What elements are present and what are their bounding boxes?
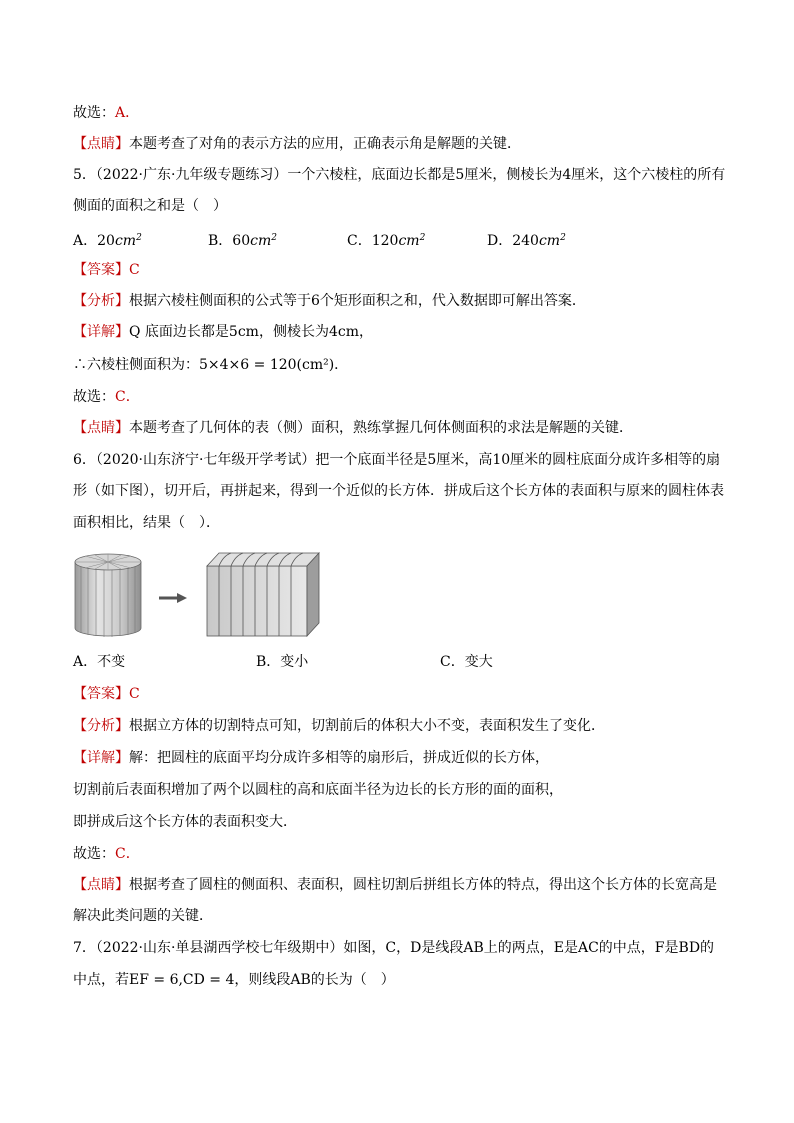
q5-analysis-line: 【分析】根据六棱柱侧面积的公式等于6个矩形面积之和，代入数据即可解出答案． [73, 293, 586, 309]
q7-stem-line1: 7．（2022·山东·单县湖西学校七年级期中）如图，C，D是线段AB上的两点，E是AC的中点，F是BD的 [73, 940, 715, 956]
cylinder-to-cuboid-figure [73, 548, 323, 643]
q5-comment-line: 【点睛】本题考查了几何体的表（侧）面积，熟练掌握几何体侧面积的求法是解题的关键． [73, 420, 633, 436]
q6-comment-line1: 【点睛】根据考查了圆柱的侧面积、表面积，圆柱切割后拼组长方体的特点，得出这个长方体的长宽高是 [73, 877, 717, 893]
q6-detail-line3: 即拼成后这个长方体的表面积变大． [73, 814, 297, 830]
cylinder-shape [75, 554, 141, 637]
q4-choose-line: 故选：A． [73, 105, 140, 121]
q6-option-a: A．不变 [73, 654, 126, 670]
q6-stem-line1: 6．（2020·山东济宁·七年级开学考试）把一个底面半径是5厘米，高10厘米的圆柱底面分成许多相等的扇 [73, 452, 721, 468]
q6-detail-line1: 【详解】解：把圆柱的底面平均分成许多相等的扇形后，拼成近似的长方体， [73, 750, 549, 766]
q6-stem-line2: 形（如下图），切开后，再拼起来，得到一个近似的长方体．拼成后这个长方体的表面积与原来的圆柱体表 [73, 483, 724, 499]
q4-comment-line: 【点睛】本题考查了对角的表示方法的应用，正确表示角是解题的关键． [73, 136, 521, 152]
q5-option-c: C．$120cm^2$ [347, 233, 426, 249]
arrow-icon [159, 593, 187, 603]
q6-option-b: B．变小 [256, 654, 309, 670]
q7-stem-line2: 中点，若EF = 6,CD = 4，则线段AB的长为（ ） [73, 972, 395, 988]
q6-detail-line2: 切割前后表面积增加了两个以圆柱的高和底面半径为边长的长方形的面的面积， [73, 782, 563, 798]
q5-option-a: A．$20cm^2$ [73, 233, 142, 249]
cuboid-shape [207, 553, 319, 636]
q6-comment-line2: 解决此类问题的关键． [73, 908, 213, 924]
q6-option-c: C．变大 [440, 654, 493, 670]
q5-stem-line2: 侧面的面积之和是（ ） [73, 198, 227, 214]
q5-option-d: D．$240cm^2$ [487, 233, 566, 249]
comment-tag: 【点睛】 [73, 136, 129, 152]
q6-analysis-line: 【分析】根据立方体的切割特点可知，切割前后的体积大小不变，表面积发生了变化． [73, 718, 605, 734]
q5-stem-line1: 5．（2022·广东·九年级专题练习）一个六棱柱，底面边长都是5厘米，侧棱长为4厘米，这个六棱柱的所有 [73, 167, 726, 183]
q5-option-b: B．$60cm^2$ [208, 233, 277, 249]
q5-choose-line: 故选：C． [73, 389, 140, 405]
q5-answer-line: 【答案】C [73, 262, 140, 278]
q5-detail-line1: 【详解】Q 底面边长都是5cm，侧棱长为4cm， [73, 324, 373, 340]
q6-stem-line3: 面积相比，结果（ ）． [73, 515, 220, 531]
q6-answer-line: 【答案】C [73, 686, 140, 702]
q5-detail-line2: ∴六棱柱侧面积为：5×4×6 = 120(cm²)． [73, 357, 349, 373]
q6-choose-line: 故选：C． [73, 846, 140, 862]
